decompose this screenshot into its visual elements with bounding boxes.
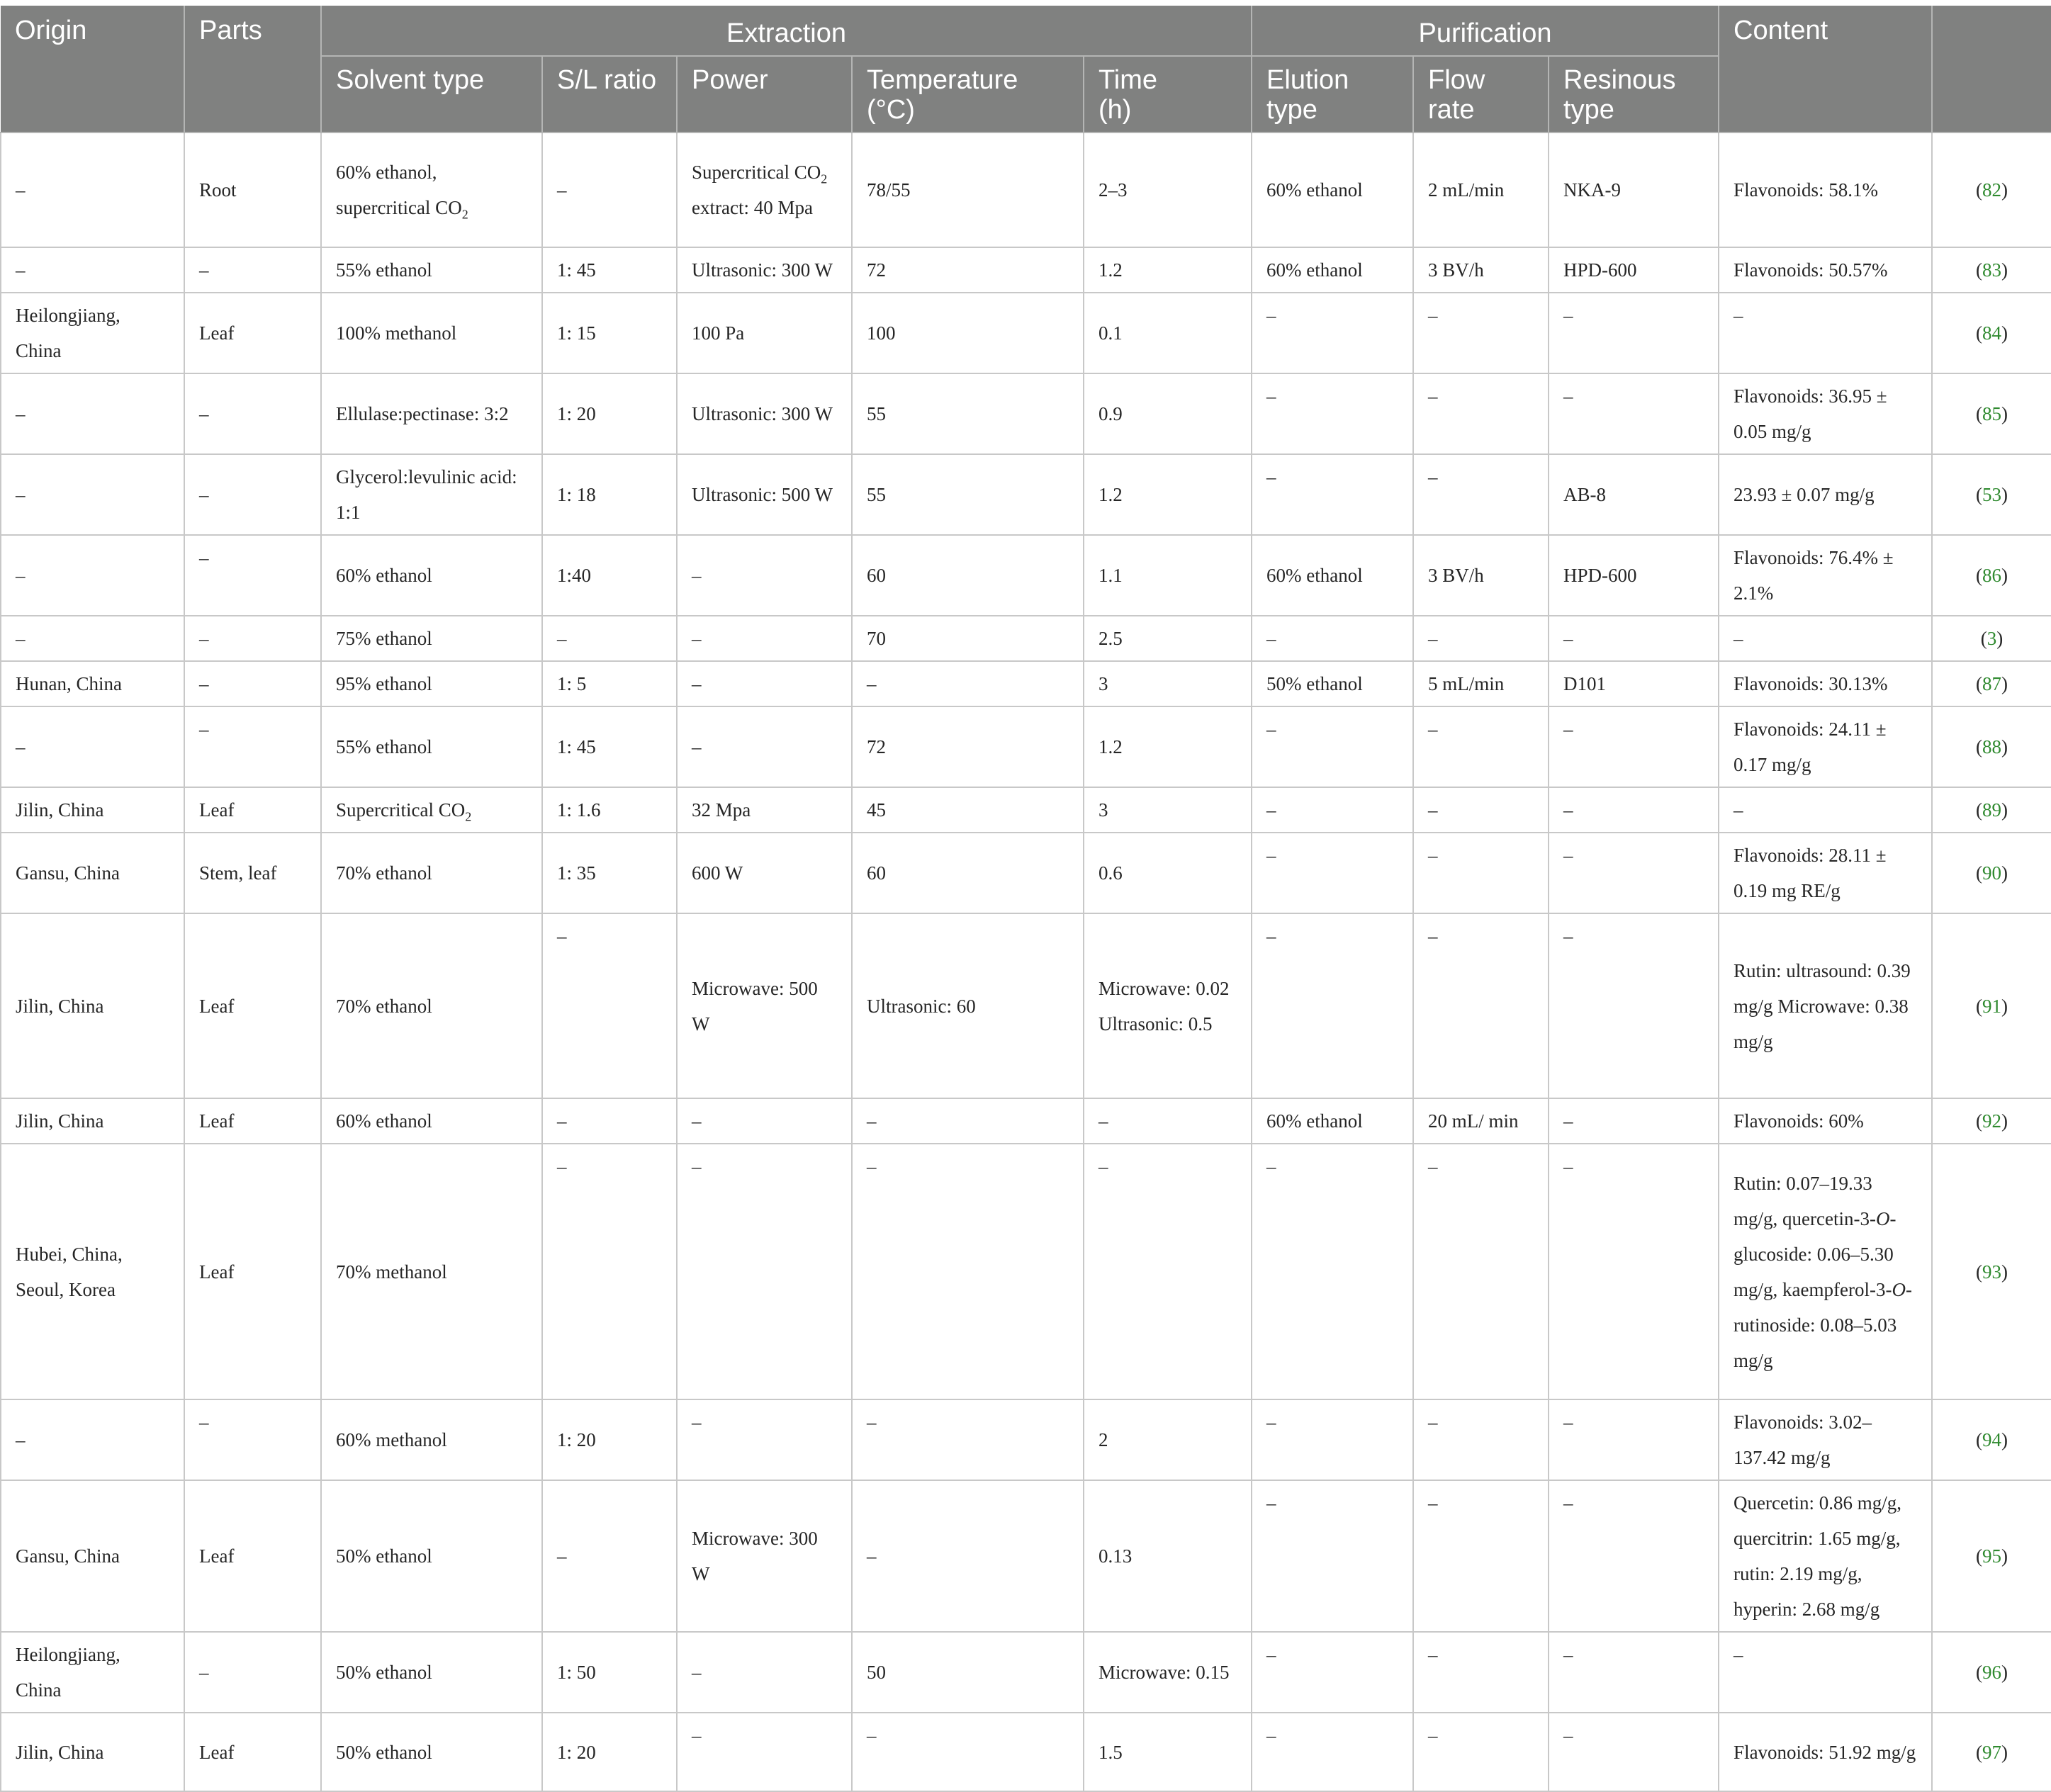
cell-content: Flavonoids: 28.11 ± 0.19 mg RE/g bbox=[1719, 833, 1932, 913]
cell-parts: – bbox=[184, 1632, 321, 1713]
cell-parts: – bbox=[184, 706, 321, 787]
cell-temperature: Ultrasonic: 60 bbox=[852, 913, 1084, 1098]
cell-solvent-text: Supercritical CO bbox=[336, 799, 466, 821]
table-row bbox=[1, 1713, 2051, 1791]
table-row bbox=[1, 1632, 2051, 1713]
cell-resin: – bbox=[1549, 1144, 1719, 1399]
cell-parts: – bbox=[184, 373, 321, 454]
cell-temperature: 50 bbox=[852, 1632, 1084, 1713]
cell-ratio: – bbox=[542, 616, 677, 661]
table-row bbox=[1, 535, 2051, 616]
cell-origin: Gansu, China bbox=[1, 1480, 184, 1632]
reference-link[interactable]: 90 bbox=[1982, 862, 2002, 884]
cell-elution: – bbox=[1252, 454, 1413, 535]
reference-link[interactable]: 97 bbox=[1982, 1741, 2002, 1763]
cell-ratio: 1:40 bbox=[542, 535, 677, 616]
cell-flow: – bbox=[1413, 1144, 1549, 1399]
cell-temperature: 78/55 bbox=[852, 133, 1084, 247]
reference-link[interactable]: 85 bbox=[1982, 403, 2002, 424]
cell-power: 32 Mpa bbox=[677, 787, 852, 833]
reference-link[interactable]: 96 bbox=[1982, 1662, 2002, 1683]
cell-parts: Leaf bbox=[184, 1098, 321, 1144]
reference-link[interactable]: 93 bbox=[1982, 1261, 2002, 1283]
cell-resin: AB-8 bbox=[1549, 454, 1719, 535]
cell-power-text: Supercritical CO bbox=[692, 162, 821, 183]
cell-time: 2 bbox=[1084, 1399, 1252, 1480]
cell-power-subscript: 2 bbox=[821, 171, 828, 186]
cell-elution: – bbox=[1252, 616, 1413, 661]
header-power: Power bbox=[677, 56, 852, 133]
cell-power bbox=[677, 133, 852, 247]
cell-elution: – bbox=[1252, 373, 1413, 454]
table-row bbox=[1, 247, 2051, 293]
cell-resin: NKA-9 bbox=[1549, 133, 1719, 247]
cell-parts: – bbox=[184, 535, 321, 616]
cell-flow: – bbox=[1413, 1399, 1549, 1480]
cell-power: – bbox=[677, 1632, 852, 1713]
cell-time: 1.2 bbox=[1084, 454, 1252, 535]
cell-parts: – bbox=[184, 1399, 321, 1480]
cell-origin: – bbox=[1, 535, 184, 616]
cell-solvent: 50% ethanol bbox=[321, 1480, 542, 1632]
cell-elution: – bbox=[1252, 706, 1413, 787]
cell-power: – bbox=[677, 535, 852, 616]
header-time-unit: (h) bbox=[1098, 95, 1132, 125]
table-row bbox=[1, 373, 2051, 454]
cell-power: – bbox=[677, 1098, 852, 1144]
cell-origin: Jilin, China bbox=[1, 787, 184, 833]
header-temperature-unit: (°C) bbox=[867, 95, 915, 125]
cell-content: Quercetin: 0.86 mg/g, quercitrin: 1.65 mg/g, rutin: 2.19 mg/g, hyperin: 2.68 mg/g bbox=[1719, 1480, 1932, 1632]
cell-origin: – bbox=[1, 133, 184, 247]
cell-origin: Heilongjiang, China bbox=[1, 1632, 184, 1713]
cell-temperature: 55 bbox=[852, 373, 1084, 454]
header-content: Content bbox=[1719, 6, 1932, 133]
cell-elution: 60% ethanol bbox=[1252, 535, 1413, 616]
cell-reference: (95) bbox=[1932, 1480, 2051, 1632]
cell-time: Microwave: 0.15 bbox=[1084, 1632, 1252, 1713]
cell-temperature: – bbox=[852, 1480, 1084, 1632]
cell-parts: Stem, leaf bbox=[184, 833, 321, 913]
cell-temperature: 60 bbox=[852, 535, 1084, 616]
cell-parts: – bbox=[184, 616, 321, 661]
cell-flow: – bbox=[1413, 616, 1549, 661]
table-header bbox=[1, 6, 2051, 133]
cell-time: 3 bbox=[1084, 661, 1252, 706]
cell-solvent: 70% ethanol bbox=[321, 913, 542, 1098]
header-resinous-type: Resinous type bbox=[1549, 56, 1719, 133]
cell-power: – bbox=[677, 661, 852, 706]
cell-solvent bbox=[321, 133, 542, 247]
cell-solvent-subscript: 2 bbox=[461, 207, 468, 222]
cell-elution: – bbox=[1252, 293, 1413, 373]
cell-time: 1.2 bbox=[1084, 706, 1252, 787]
header-reference bbox=[1932, 6, 2051, 133]
reference-link[interactable]: 3 bbox=[1987, 628, 1997, 649]
cell-power-rest: extract: 40 Mpa bbox=[692, 197, 813, 218]
table-row bbox=[1, 833, 2051, 913]
cell-time: – bbox=[1084, 1098, 1252, 1144]
cell-origin: – bbox=[1, 373, 184, 454]
cell-content: Flavonoids: 36.95 ± 0.05 mg/g bbox=[1719, 373, 1932, 454]
cell-reference: (97) bbox=[1932, 1713, 2051, 1791]
header-flow-rate: Flow rate bbox=[1413, 56, 1549, 133]
cell-ratio: 1: 1.6 bbox=[542, 787, 677, 833]
cell-content: Flavonoids: 3.02–137.42 mg/g bbox=[1719, 1399, 1932, 1480]
cell-resin: – bbox=[1549, 373, 1719, 454]
cell-temperature: – bbox=[852, 1713, 1084, 1791]
cell-ratio: – bbox=[542, 913, 677, 1098]
cell-reference: (83) bbox=[1932, 247, 2051, 293]
cell-reference: (88) bbox=[1932, 706, 2051, 787]
reference-link[interactable]: 84 bbox=[1982, 322, 2002, 344]
cell-content-part-2: -glucoside: 0.06–5.30 mg/g, kaempferol-3- bbox=[1733, 1207, 1897, 1300]
reference-link[interactable]: 82 bbox=[1982, 179, 2002, 201]
cell-resin: HPD-600 bbox=[1549, 247, 1719, 293]
cell-reference: (94) bbox=[1932, 1399, 2051, 1480]
cell-content: – bbox=[1719, 1632, 1932, 1713]
cell-power: 600 W bbox=[677, 833, 852, 913]
table-row bbox=[1, 787, 2051, 833]
cell-resin: – bbox=[1549, 1480, 1719, 1632]
cell-time: 1.1 bbox=[1084, 535, 1252, 616]
cell-ratio: 1: 15 bbox=[542, 293, 677, 373]
table-row bbox=[1, 454, 2051, 535]
cell-parts: Leaf bbox=[184, 1144, 321, 1399]
header-solvent-type: Solvent type bbox=[321, 56, 542, 133]
cell-ratio: 1: 45 bbox=[542, 247, 677, 293]
cell-elution: – bbox=[1252, 1632, 1413, 1713]
header-time bbox=[1084, 56, 1252, 133]
cell-time bbox=[1084, 913, 1252, 1098]
reference-link[interactable]: 89 bbox=[1982, 799, 2002, 821]
cell-origin: – bbox=[1, 616, 184, 661]
cell-content: – bbox=[1719, 787, 1932, 833]
cell-parts: – bbox=[184, 661, 321, 706]
cell-power: – bbox=[677, 1713, 852, 1791]
cell-origin: Jilin, China bbox=[1, 1713, 184, 1791]
cell-power: – bbox=[677, 706, 852, 787]
table-row bbox=[1, 706, 2051, 787]
cell-ratio: 1: 45 bbox=[542, 706, 677, 787]
cell-resin: – bbox=[1549, 1632, 1719, 1713]
cell-solvent: 50% ethanol bbox=[321, 1632, 542, 1713]
header-temperature-label: Temperature bbox=[867, 65, 1018, 95]
cell-time: 3 bbox=[1084, 787, 1252, 833]
table-row bbox=[1, 1144, 2051, 1399]
cell-ratio: 1: 20 bbox=[542, 373, 677, 454]
cell-reference: (86) bbox=[1932, 535, 2051, 616]
cell-temperature: 72 bbox=[852, 247, 1084, 293]
cell-elution: – bbox=[1252, 833, 1413, 913]
cell-flow: 2 mL/min bbox=[1413, 133, 1549, 247]
header-origin: Origin bbox=[1, 6, 184, 133]
cell-flow: – bbox=[1413, 787, 1549, 833]
cell-elution: – bbox=[1252, 913, 1413, 1098]
cell-temperature: 72 bbox=[852, 706, 1084, 787]
cell-time: – bbox=[1084, 1144, 1252, 1399]
cell-reference: (53) bbox=[1932, 454, 2051, 535]
cell-elution: 50% ethanol bbox=[1252, 661, 1413, 706]
cell-elution: 60% ethanol bbox=[1252, 133, 1413, 247]
cell-ratio: – bbox=[542, 1144, 677, 1399]
cell-reference: (90) bbox=[1932, 833, 2051, 913]
cell-temperature: 55 bbox=[852, 454, 1084, 535]
header-purification: Purification bbox=[1252, 6, 1719, 56]
cell-solvent: 50% ethanol bbox=[321, 1713, 542, 1791]
cell-reference: (89) bbox=[1932, 787, 2051, 833]
cell-time: 0.6 bbox=[1084, 833, 1252, 913]
cell-reference: (82) bbox=[1932, 133, 2051, 247]
cell-power: 100 Pa bbox=[677, 293, 852, 373]
cell-parts: – bbox=[184, 247, 321, 293]
header-sl-ratio: S/L ratio bbox=[542, 56, 677, 133]
cell-resin: D101 bbox=[1549, 661, 1719, 706]
reference-link[interactable]: 88 bbox=[1982, 736, 2002, 757]
cell-flow: – bbox=[1413, 1480, 1549, 1632]
cell-content: 23.93 ± 0.07 mg/g bbox=[1719, 454, 1932, 535]
header-extraction: Extraction bbox=[321, 6, 1252, 56]
cell-time: 1.5 bbox=[1084, 1713, 1252, 1791]
table-row bbox=[1, 133, 2051, 247]
cell-temperature: 45 bbox=[852, 787, 1084, 833]
cell-content: Flavonoids: 24.11 ± 0.17 mg/g bbox=[1719, 706, 1932, 787]
cell-origin: – bbox=[1, 1399, 184, 1480]
cell-solvent: Glycerol:levulinic acid: 1:1 bbox=[321, 454, 542, 535]
cell-reference: (85) bbox=[1932, 373, 2051, 454]
reference-link[interactable]: 92 bbox=[1982, 1110, 2002, 1132]
cell-content: Flavonoids: 50.57% bbox=[1719, 247, 1932, 293]
cell-solvent-subscript: 2 bbox=[465, 809, 472, 824]
header-time-label: Time bbox=[1098, 65, 1158, 95]
table-body bbox=[1, 133, 2051, 1791]
cell-solvent bbox=[321, 787, 542, 833]
cell-content-part-1: Rutin: 0.07–19.33 mg/g, quercetin-3- bbox=[1733, 1172, 1876, 1229]
cell-solvent: 60% ethanol bbox=[321, 535, 542, 616]
cell-time-line-1: Microwave: 0.02 bbox=[1098, 977, 1230, 999]
cell-flow: – bbox=[1413, 833, 1549, 913]
cell-temperature: – bbox=[852, 1399, 1084, 1480]
cell-content: Flavonoids: 58.1% bbox=[1719, 133, 1932, 247]
cell-ratio: 1: 35 bbox=[542, 833, 677, 913]
cell-power: – bbox=[677, 1399, 852, 1480]
cell-solvent: 60% ethanol bbox=[321, 1098, 542, 1144]
cell-resin: – bbox=[1549, 616, 1719, 661]
cell-ratio: 1: 5 bbox=[542, 661, 677, 706]
cell-time: 1.2 bbox=[1084, 247, 1252, 293]
header-elution-type: Elution type bbox=[1252, 56, 1413, 133]
reference-link[interactable]: 87 bbox=[1982, 673, 2002, 694]
cell-parts: Leaf bbox=[184, 1480, 321, 1632]
cell-ratio: 1: 50 bbox=[542, 1632, 677, 1713]
cell-temperature: – bbox=[852, 1144, 1084, 1399]
cell-content-italic-1: O bbox=[1875, 1207, 1890, 1229]
cell-parts: Leaf bbox=[184, 913, 321, 1098]
cell-time: 2.5 bbox=[1084, 616, 1252, 661]
reference-link[interactable]: 53 bbox=[1982, 484, 2002, 505]
cell-resin: – bbox=[1549, 787, 1719, 833]
reference-link[interactable]: 95 bbox=[1982, 1545, 2002, 1567]
cell-ratio: 1: 18 bbox=[542, 454, 677, 535]
cell-resin: – bbox=[1549, 1399, 1719, 1480]
cell-power: – bbox=[677, 616, 852, 661]
cell-resin: – bbox=[1549, 913, 1719, 1098]
cell-resin: – bbox=[1549, 1713, 1719, 1791]
cell-solvent: 70% methanol bbox=[321, 1144, 542, 1399]
table-row bbox=[1, 661, 2051, 706]
cell-flow: 3 BV/h bbox=[1413, 535, 1549, 616]
table-row bbox=[1, 293, 2051, 373]
cell-parts: Root bbox=[184, 133, 321, 247]
cell-elution: – bbox=[1252, 1480, 1413, 1632]
cell-flow: – bbox=[1413, 454, 1549, 535]
cell-power: Microwave: 300 W bbox=[677, 1480, 852, 1632]
cell-origin: Hubei, China, Seoul, Korea bbox=[1, 1144, 184, 1399]
cell-flow: – bbox=[1413, 1632, 1549, 1713]
cell-solvent: Ellulase:pectinase: 3:2 bbox=[321, 373, 542, 454]
cell-content: – bbox=[1719, 293, 1932, 373]
cell-origin: Hunan, China bbox=[1, 661, 184, 706]
cell-flow: – bbox=[1413, 1713, 1549, 1791]
cell-origin: Jilin, China bbox=[1, 913, 184, 1098]
cell-parts: Leaf bbox=[184, 787, 321, 833]
cell-temperature: 60 bbox=[852, 833, 1084, 913]
cell-time-line-2: Ultrasonic: 0.5 bbox=[1098, 1013, 1213, 1035]
cell-solvent: 70% ethanol bbox=[321, 833, 542, 913]
cell-time: 0.13 bbox=[1084, 1480, 1252, 1632]
cell-resin: HPD-600 bbox=[1549, 535, 1719, 616]
cell-temperature: – bbox=[852, 1098, 1084, 1144]
cell-origin: – bbox=[1, 247, 184, 293]
cell-content: Rutin: ultrasound: 0.39 mg/g Microwave: 0.38 mg/g bbox=[1719, 913, 1932, 1098]
cell-parts: – bbox=[184, 454, 321, 535]
cell-ratio: 1: 20 bbox=[542, 1399, 677, 1480]
table-row bbox=[1, 616, 2051, 661]
cell-elution: – bbox=[1252, 1144, 1413, 1399]
table-row bbox=[1, 913, 2051, 1098]
cell-reference: (96) bbox=[1932, 1632, 2051, 1713]
extraction-purification-table bbox=[0, 6, 2051, 1792]
cell-flow: – bbox=[1413, 706, 1549, 787]
cell-resin: – bbox=[1549, 1098, 1719, 1144]
cell-reference: (84) bbox=[1932, 293, 2051, 373]
cell-ratio: – bbox=[542, 133, 677, 247]
cell-reference: (91) bbox=[1932, 913, 2051, 1098]
cell-elution: – bbox=[1252, 1399, 1413, 1480]
cell-content-part-3: -rutinoside: 0.08–5.03 mg/g bbox=[1733, 1278, 1912, 1371]
header-parts: Parts bbox=[184, 6, 321, 133]
cell-time: 0.1 bbox=[1084, 293, 1252, 373]
cell-time: 0.9 bbox=[1084, 373, 1252, 454]
cell-solvent-text: 60% ethanol, supercritical CO bbox=[336, 162, 462, 218]
reference-link[interactable]: 91 bbox=[1982, 995, 2002, 1017]
cell-resin: – bbox=[1549, 293, 1719, 373]
cell-flow: 5 mL/min bbox=[1413, 661, 1549, 706]
cell-flow: – bbox=[1413, 293, 1549, 373]
cell-ratio: – bbox=[542, 1098, 677, 1144]
cell-power: Microwave: 500 W bbox=[677, 913, 852, 1098]
reference-link[interactable]: 83 bbox=[1982, 259, 2002, 281]
cell-power: Ultrasonic: 300 W bbox=[677, 373, 852, 454]
cell-resin: – bbox=[1549, 833, 1719, 913]
cell-power: – bbox=[677, 1144, 852, 1399]
cell-solvent: 95% ethanol bbox=[321, 661, 542, 706]
cell-parts: Leaf bbox=[184, 293, 321, 373]
cell-elution: – bbox=[1252, 787, 1413, 833]
cell-flow: 3 BV/h bbox=[1413, 247, 1549, 293]
cell-reference: (92) bbox=[1932, 1098, 2051, 1144]
cell-solvent: 60% methanol bbox=[321, 1399, 542, 1480]
cell-origin: Heilongjiang, China bbox=[1, 293, 184, 373]
cell-content bbox=[1719, 1144, 1932, 1399]
cell-reference: (87) bbox=[1932, 661, 2051, 706]
cell-content: Flavonoids: 30.13% bbox=[1719, 661, 1932, 706]
cell-reference: (93) bbox=[1932, 1144, 2051, 1399]
cell-origin: – bbox=[1, 706, 184, 787]
cell-solvent: 55% ethanol bbox=[321, 247, 542, 293]
table-row bbox=[1, 1399, 2051, 1480]
table-row bbox=[1, 1480, 2051, 1632]
header-temperature bbox=[852, 56, 1084, 133]
cell-elution: 60% ethanol bbox=[1252, 1098, 1413, 1144]
cell-solvent: 100% methanol bbox=[321, 293, 542, 373]
cell-content: Flavonoids: 60% bbox=[1719, 1098, 1932, 1144]
cell-content-italic-2: O bbox=[1892, 1278, 1906, 1300]
cell-content: Flavonoids: 51.92 mg/g bbox=[1719, 1713, 1932, 1791]
cell-flow: 20 mL/ min bbox=[1413, 1098, 1549, 1144]
extraction-purification-table-container bbox=[0, 6, 2051, 1792]
cell-power: Ultrasonic: 500 W bbox=[677, 454, 852, 535]
cell-ratio: 1: 20 bbox=[542, 1713, 677, 1791]
reference-link[interactable]: 86 bbox=[1982, 565, 2002, 586]
cell-resin: – bbox=[1549, 706, 1719, 787]
cell-parts: Leaf bbox=[184, 1713, 321, 1791]
cell-origin: Jilin, China bbox=[1, 1098, 184, 1144]
cell-flow: – bbox=[1413, 913, 1549, 1098]
cell-elution: – bbox=[1252, 1713, 1413, 1791]
cell-origin: Gansu, China bbox=[1, 833, 184, 913]
cell-temperature: – bbox=[852, 661, 1084, 706]
cell-power: Ultrasonic: 300 W bbox=[677, 247, 852, 293]
cell-origin: – bbox=[1, 454, 184, 535]
reference-link[interactable]: 94 bbox=[1982, 1429, 2002, 1450]
cell-temperature: 70 bbox=[852, 616, 1084, 661]
cell-solvent: 55% ethanol bbox=[321, 706, 542, 787]
cell-flow: – bbox=[1413, 373, 1549, 454]
cell-solvent: 75% ethanol bbox=[321, 616, 542, 661]
cell-temperature: 100 bbox=[852, 293, 1084, 373]
table-row bbox=[1, 1098, 2051, 1144]
cell-content: Flavonoids: 76.4% ± 2.1% bbox=[1719, 535, 1932, 616]
cell-time: 2–3 bbox=[1084, 133, 1252, 247]
cell-ratio: – bbox=[542, 1480, 677, 1632]
cell-content: – bbox=[1719, 616, 1932, 661]
cell-reference: (3) bbox=[1932, 616, 2051, 661]
cell-elution: 60% ethanol bbox=[1252, 247, 1413, 293]
